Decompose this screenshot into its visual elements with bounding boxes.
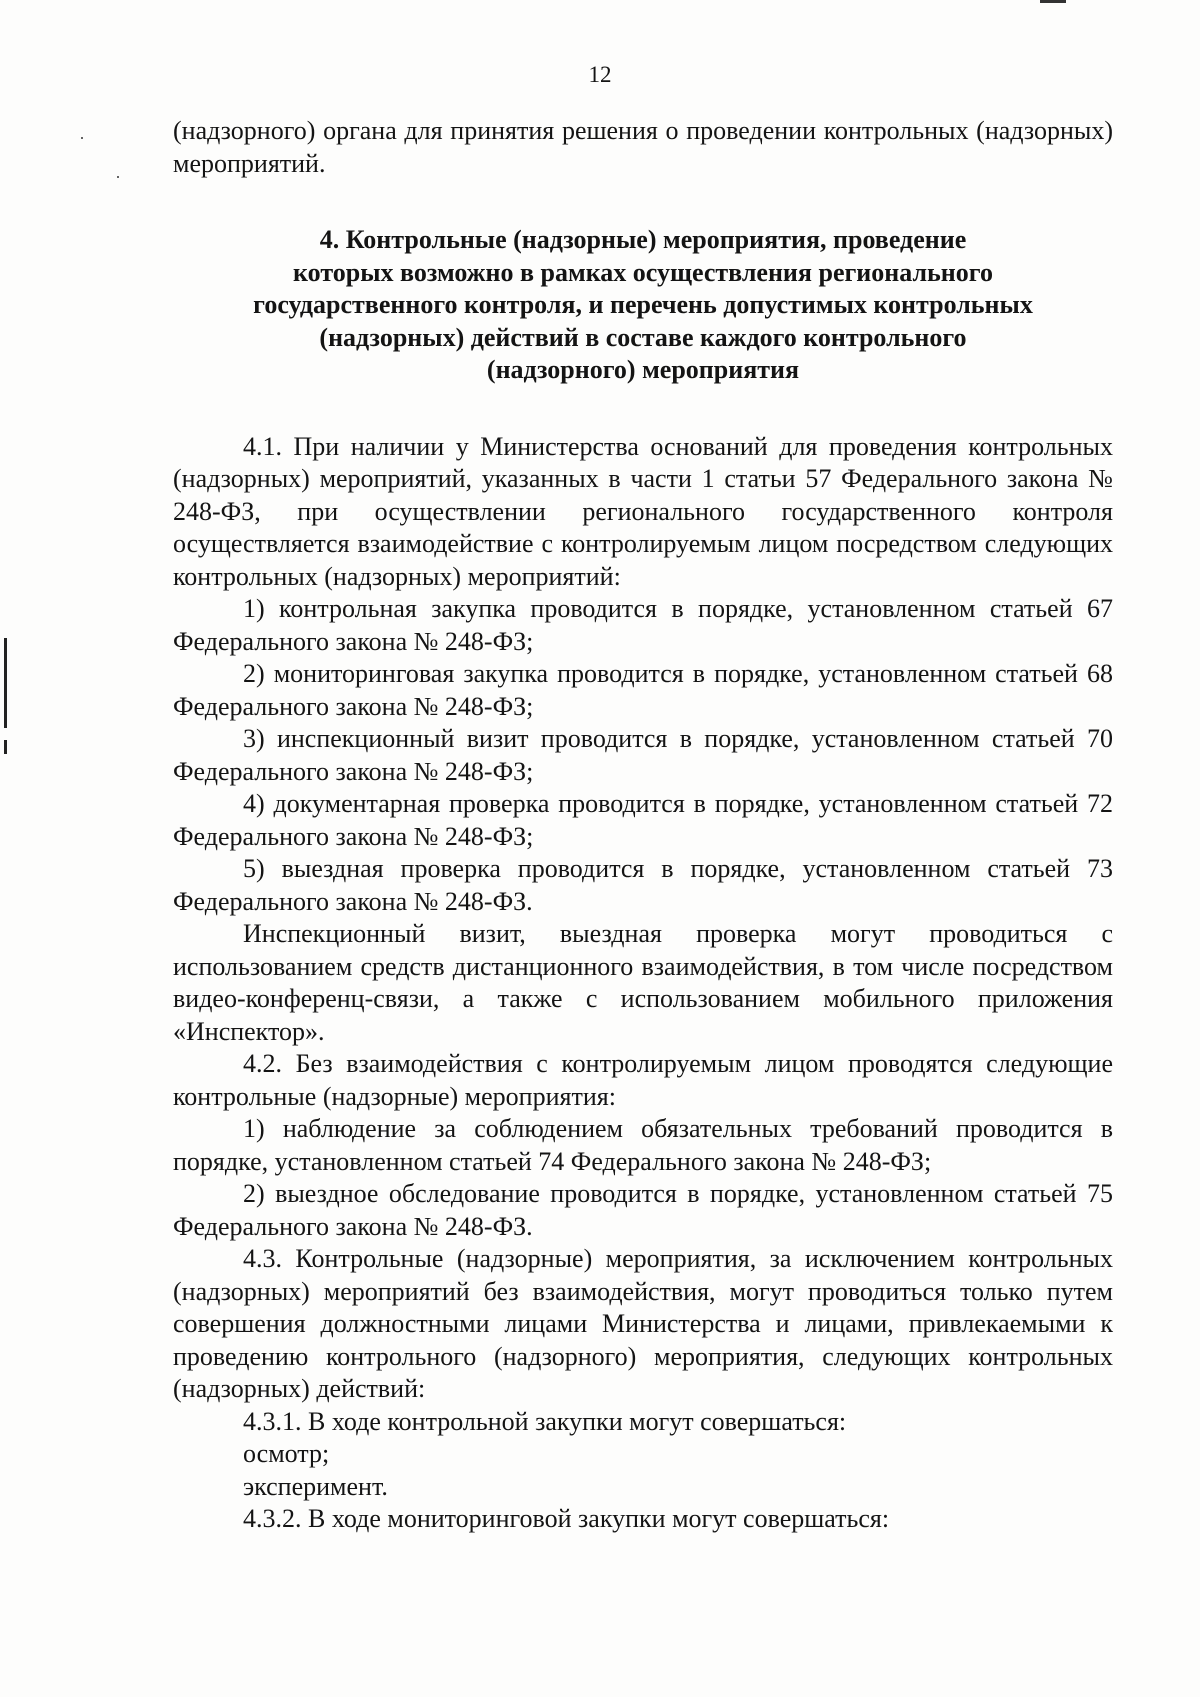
paragraph-4-2: 4.2. Без взаимодействия с контролируемым лицом проводятся следующие контрольные (надзорные) мероприятия:	[173, 1049, 1113, 1111]
list-item-4-1-2: 2) мониторинговая закупка проводится в порядке, установленном статьей 68 Федерального закона № 248-ФЗ;	[173, 659, 1113, 721]
margin-scan-dot	[81, 137, 83, 139]
paragraph-4-3-2: 4.3.2. В ходе мониторинговой закупки могут совершаться:	[243, 1504, 890, 1533]
heading-line: которых возможно в рамках осуществления регионального	[293, 257, 993, 287]
paragraph-remote-interaction: Инспекционный визит, выездная проверка могут проводиться с использованием средств дистанционного взаимодействия, в том числе посредством видео-конференц-связи, а также с использованием мобильного приложения «Инспектор».	[173, 919, 1113, 1046]
margin-scan-dot	[117, 176, 119, 178]
margin-scan-bar	[4, 638, 7, 728]
document-body	[173, 115, 1113, 1536]
heading-line: (надзорных) действий в составе каждого контрольного	[319, 322, 967, 352]
margin-scan-bar	[4, 740, 7, 754]
intro-paragraph: (надзорного) органа для принятия решения о проведении контрольных (надзорных) мероприятий.	[173, 116, 1113, 178]
list-item-4-1-3: 3) инспекционный визит проводится в порядке, установленном статьей 70 Федерального закона № 248-ФЗ;	[173, 724, 1113, 786]
heading-line: государственного контроля, и перечень допустимых контрольных	[253, 290, 1033, 319]
paragraph-4-1: 4.1. При наличии у Министерства оснований для проведения контрольных (надзорных) мероприятий, указанных в части 1 статьи 57 Федерального закона № 248-ФЗ, при осуществлении регионального государственного контроля осуществляется взаимодействие с контролируемым лицом посредством следующих контрольных (надзорных) мероприятий:	[173, 431, 1113, 591]
paragraph-4-3-1: 4.3.1. В ходе контрольной закупки могут совершаться:	[243, 1406, 847, 1436]
list-item-4-1-5: 5) выездная проверка проводится в порядке, установленном статьей 73 Федерального закона № 248-ФЗ.	[173, 854, 1113, 916]
list-item-4-1-4: 4) документарная проверка проводится в порядке, установленном статьей 72 Федерального закона № 248-ФЗ;	[173, 789, 1113, 851]
heading-line: 4. Контрольные (надзорные) мероприятия, проведение	[319, 225, 967, 254]
list-item-4-2-2: 2) выездное обследование проводится в порядке, установленном статьей 75 Федерального закона № 248-ФЗ.	[173, 1179, 1113, 1241]
list-item-experiment: эксперимент.	[243, 1471, 388, 1501]
section-heading	[173, 224, 1113, 387]
page-number: 12	[588, 62, 612, 87]
list-item-4-1-1: 1) контрольная закупка проводится в порядке, установленном статьей 67 Федерального закона № 248-ФЗ;	[173, 594, 1113, 656]
paragraph-4-3: 4.3. Контрольные (надзорные) мероприятия, за исключением контрольных (надзорных) мероприятий без взаимодействия, могут проводиться только путем совершения должностными лицами Министерства и лицами, привлекаемыми к проведению контрольного (надзорного) мероприятия, следующих контрольных (надзорных) действий:	[173, 1244, 1113, 1403]
list-item-inspection: осмотр;	[243, 1439, 330, 1468]
scan-artifact-top	[1040, 0, 1066, 3]
heading-line: (надзорного) мероприятия	[486, 355, 800, 384]
list-item-4-2-1: 1) наблюдение за соблюдением обязательных требований проводится в порядке, установленном статьей 74 Федерального закона № 248-ФЗ;	[173, 1114, 1113, 1176]
